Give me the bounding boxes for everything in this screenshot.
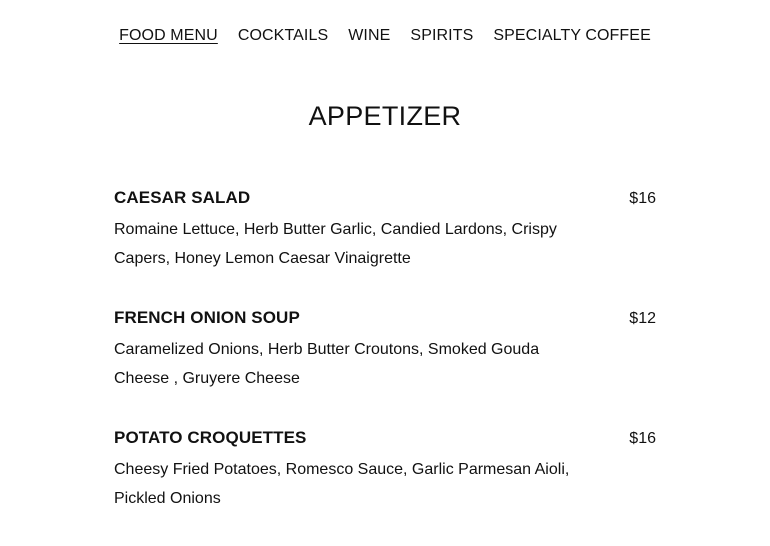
menu-category-nav (0, 25, 770, 47)
menu-list (114, 186, 658, 546)
menu-item-name: FRENCH ONION SOUP (114, 308, 300, 327)
section-title: APPETIZER (308, 101, 462, 131)
menu-item-name: POTATO CROQUETTES (114, 428, 307, 447)
tab-spirits[interactable]: SPIRITS (410, 27, 474, 44)
menu-item-price: $16 (629, 430, 656, 447)
menu-item-caesar-salad (114, 186, 658, 306)
menu-item-french-onion-soup (114, 306, 658, 426)
menu-item-description: Caramelized Onions, Herb Butter Croutons, Smoked Gouda Cheese , Gruyere Cheese (114, 341, 540, 387)
tab-food-menu[interactable]: FOOD MENU (119, 27, 218, 44)
tab-wine[interactable]: WINE (348, 27, 391, 44)
menu-item-price: $16 (629, 190, 656, 207)
tab-specialty-coffee[interactable]: SPECIALTY COFFEE (493, 27, 651, 44)
tab-cocktails[interactable]: COCKTAILS (237, 27, 329, 44)
menu-item-name: CAESAR SALAD (114, 188, 251, 207)
menu-item-price: $12 (629, 310, 656, 327)
menu-item-description: Cheesy Fried Potatoes, Romesco Sauce, Garlic Parmesan Aioli, Pickled Onions (114, 461, 570, 507)
menu-item-description: Romaine Lettuce, Herb Butter Garlic, Candied Lardons, Crispy Capers, Honey Lemon Caesar Vinaigrette (114, 221, 557, 267)
menu-item-potato-croquettes (114, 426, 658, 546)
